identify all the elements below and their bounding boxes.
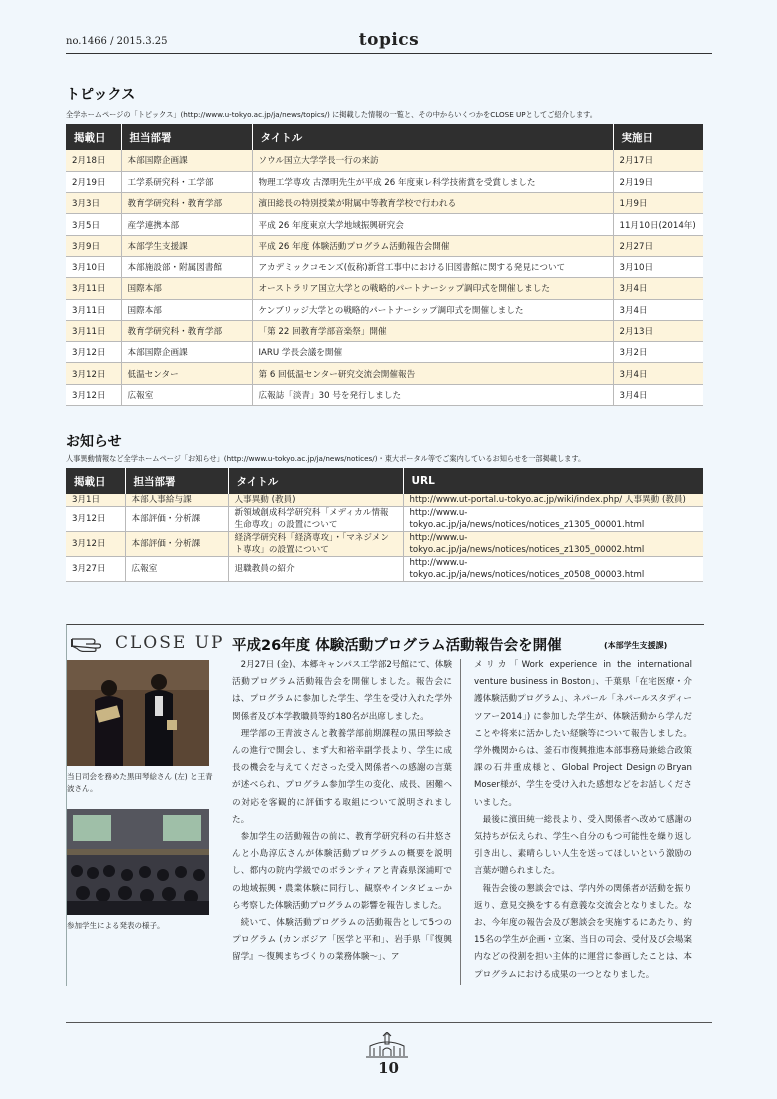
cell-held: 2月17日	[613, 150, 703, 171]
cell-dept: 本部学生支援課	[121, 235, 252, 256]
cell-dept: 本部評価・分析課	[125, 507, 228, 532]
article-column-2	[474, 657, 692, 984]
cell-date: 2月19日	[66, 171, 121, 192]
photo-presenters	[67, 660, 209, 766]
paragraph: 理学部の王青波さんと教養学部前期課程の黒田琴絵さんの進行で開会し、まず大和裕幸副学長より、学生に成長の機会を与えてくださった受入関係者への感謝の言葉が述べられ、プログラム参加学生の変化、成長、困難への対応を客観的に評価する取組について説明されました。	[232, 728, 452, 825]
cell-date: 3月9日	[66, 235, 121, 256]
cell-title: IARU 学長会議を開催	[252, 342, 613, 363]
cell-dept: 本部人事給与課	[125, 494, 228, 507]
paragraph: 2月27日 (金)、本郷キャンパス工学部2号館にて、体験活動プログラム活動報告会を開催しました。報告会には、プログラムに参加した学生、学生を受け入れた学外関係者及び本学教職員等約180名が出席しました。	[232, 660, 452, 722]
cell-held: 3月2日	[613, 342, 703, 363]
cell-date: 3月11日	[66, 320, 121, 341]
notices-heading: お知らせ	[66, 434, 122, 450]
cell-date: 3月1日	[66, 494, 125, 507]
cell-title: 物理工学専攻 古澤明先生が平成 26 年度東レ科学技術賞を受賞しました	[252, 171, 613, 192]
col-header-date: 掲載日	[66, 468, 125, 494]
cell-held: 2月19日	[613, 171, 703, 192]
cell-title: 濱田総長の特別授業が附属中等教育学校で行われる	[252, 193, 613, 214]
cell-url: http://www.u-tokyo.ac.jp/ja/news/notices/notices_z1305_00001.html	[403, 507, 703, 532]
cell-url: http://www.ut-portal.u-tokyo.ac.jp/wiki/index.php/ 人事異動 (教員)	[403, 494, 703, 507]
cell-dept: 本部評価・分析課	[125, 532, 228, 557]
table-row	[66, 278, 703, 299]
page-header	[66, 30, 712, 52]
col-header-title: タイトル	[228, 468, 403, 494]
cell-title: 平成 26 年度 体験活動プログラム活動報告会開催	[252, 235, 613, 256]
paragraph: 報告会後の懇談会では、学内外の関係者が活動を振り返り、意見交換をする有意義な交流会となりました。なお、今年度の報告会及び懇談会を実施するにあたり、約15名の学生が企画・立案、当日の司会、受付及び会場案内などの役割を担い主体的に運営に参画したことは、本プログラムにおける成果の一つとなりました。	[474, 883, 692, 980]
cell-dept: 国際本部	[121, 299, 252, 320]
issue-number: no.1466 / 2015.3.25	[66, 36, 168, 47]
table-row	[66, 214, 703, 235]
cell-dept: 低温センター	[121, 363, 252, 384]
cell-held: 1月9日	[613, 193, 703, 214]
cell-dept: 広報室	[125, 557, 228, 582]
cell-title: 退職教員の紹介	[228, 557, 403, 582]
cell-date: 3月12日	[66, 507, 125, 532]
paragraph: メリカ「Work experience in the international venture business in Boston」、千葉県「在宅医療・介護体験活動プログラム」、ネパール「ネパールスタディーツアー2014」) に参加した学生が、体験活動から学んだことや将来に活かしたい経験等について報告しました。学外機関からは、釜石市復興推進本部事務局兼総合政策課の石井重成様と、Global Project DesignのBryan Moser様が、学生を受け入れた感想などをお話しくださいました。	[474, 660, 692, 808]
col-header-url: URL	[403, 468, 703, 494]
notices-table	[66, 468, 703, 582]
table-row	[66, 557, 703, 582]
article-column-1	[232, 657, 452, 967]
page-number: 10	[378, 1059, 399, 1077]
article-title: 平成26年度 体験活動プログラム活動報告会を開催	[232, 638, 562, 654]
photo-presentation	[67, 809, 209, 915]
col-header-title: タイトル	[252, 124, 613, 150]
table-row	[66, 320, 703, 341]
cell-held: 3月4日	[613, 384, 703, 405]
cell-date: 3月3日	[66, 193, 121, 214]
section-title: topics	[358, 30, 420, 50]
cell-title: ソウル国立大学学長一行の来訪	[252, 150, 613, 171]
table-row	[66, 532, 703, 557]
table-row	[66, 342, 703, 363]
cell-title: ケンブリッジ大学との戦略的パートナーシップ調印式を開催しました	[252, 299, 613, 320]
table-row	[66, 193, 703, 214]
column-divider	[460, 659, 461, 985]
col-header-dept: 担当部署	[121, 124, 252, 150]
cell-title: 新領域創成科学研究科「メディカル情報生命専攻」の設置について	[228, 507, 403, 532]
cell-dept: 広報室	[121, 384, 252, 405]
cell-dept: 国際本部	[121, 278, 252, 299]
table-row	[66, 171, 703, 192]
table-row	[66, 150, 703, 171]
col-header-date: 掲載日	[66, 124, 121, 150]
cell-dept: 教育学研究科・教育学部	[121, 320, 252, 341]
photo-caption-1: 当日司会を務めた黒田琴絵さん (左) と王青波さん。	[67, 772, 213, 793]
pointing-hand-icon	[70, 634, 110, 652]
cell-held: 3月4日	[613, 299, 703, 320]
paragraph: 続いて、体験活動プログラムの活動報告として5つのプログラム (カンボジア「医学と平和」、岩手県「『復興留学』〜復興まちづくりの業務体験〜」、ア	[232, 918, 452, 963]
cell-date: 3月12日	[66, 342, 121, 363]
cell-held: 3月4日	[613, 278, 703, 299]
notices-intro: 人事異動情報など全学ホームページ「お知らせ」(http://www.u-tokyo.ac.jp/ja/news/notices/)・東大ポータル等でご案内しているお知らせを一部掲載します。	[66, 454, 586, 463]
cell-title: 平成 26 年度東京大学地域振興研究会	[252, 214, 613, 235]
cell-date: 3月11日	[66, 299, 121, 320]
cell-dept: 本部施設部・附属図書館	[121, 256, 252, 277]
topics-body	[66, 150, 703, 406]
table-row	[66, 256, 703, 277]
cell-date: 3月5日	[66, 214, 121, 235]
topics-header-row	[66, 124, 703, 150]
cell-dept: 教育学研究科・教育学部	[121, 193, 252, 214]
header-divider	[66, 53, 712, 54]
paragraph: 最後に濱田純一総長より、受入関係者へ改めて感謝の気持ちが伝えられ、学生へ自分のもつ可能性を繰り返し引き出し、素晴らしい人生を送ってほしいという激励の言葉が贈られました。	[474, 814, 692, 877]
cell-title: 経済学研究科「経済専攻」・「マネジメント専攻」の設置について	[228, 532, 403, 557]
cell-dept: 工学系研究科・工学部	[121, 171, 252, 192]
cell-dept: 産学連携本部	[121, 214, 252, 235]
closeup-label: CLOSE UP	[115, 633, 225, 653]
topics-heading: トピックス	[66, 87, 136, 103]
cell-date: 3月12日	[66, 532, 125, 557]
cell-date: 3月12日	[66, 363, 121, 384]
cell-date: 3月10日	[66, 256, 121, 277]
cell-dept: 本部国際企画課	[121, 342, 252, 363]
article-department: (本部学生支援課)	[604, 641, 668, 650]
paragraph: 参加学生の活動報告の前に、教育学研究科の石井悠さんと小島淳広さんが体験活動プログラムの概要を説明し、都内の院内学級でのボランティアと青森県深浦町での地域振興・農業体験に同行し、観察やインタビューから考察した体験活動プログラムの影響を報告しました。	[232, 832, 452, 911]
table-row	[66, 363, 703, 384]
cell-title: 第 6 回低温センター研究交流会開催報告	[252, 363, 613, 384]
cell-title: オーストラリア国立大学との戦略的パートナーシップ調印式を開催しました	[252, 278, 613, 299]
table-row	[66, 507, 703, 532]
topics-table	[66, 124, 703, 406]
cell-url: http://www.u-tokyo.ac.jp/ja/news/notices/notices_z1305_00002.html	[403, 532, 703, 557]
col-header-held: 実施日	[613, 124, 703, 150]
table-row	[66, 235, 703, 256]
cell-title: 人事異動 (教員)	[228, 494, 403, 507]
topics-intro: 全学ホームページの「トピックス」(http://www.u-tokyo.ac.jp/ja/news/topics/) に掲載した情報の一覧と、その中からいくつかをCLOSE UPとしてご紹介します。	[66, 110, 597, 119]
cell-date: 2月18日	[66, 150, 121, 171]
table-row	[66, 299, 703, 320]
cell-held: 2月27日	[613, 235, 703, 256]
yasuda-auditorium-icon	[366, 1032, 408, 1058]
cell-date: 3月27日	[66, 557, 125, 582]
col-header-dept: 担当部署	[125, 468, 228, 494]
cell-held: 3月4日	[613, 363, 703, 384]
cell-dept: 本部国際企画課	[121, 150, 252, 171]
notices-body	[66, 494, 703, 582]
notices-header-row	[66, 468, 703, 494]
cell-held: 11月10日(2014年)	[613, 214, 703, 235]
cell-title: 広報誌「淡青」30 号を発行しました	[252, 384, 613, 405]
cell-date: 3月11日	[66, 278, 121, 299]
cell-held: 3月10日	[613, 256, 703, 277]
table-row	[66, 384, 703, 405]
cell-held: 2月13日	[613, 320, 703, 341]
cell-date: 3月12日	[66, 384, 121, 405]
cell-title: 「第 22 回教育学部音楽祭」開催	[252, 320, 613, 341]
cell-url: http://www.u-tokyo.ac.jp/ja/news/notices/notices_z0508_00003.html	[403, 557, 703, 582]
table-row	[66, 494, 703, 507]
footer-divider	[66, 1022, 712, 1023]
photo-caption-2: 参加学生による発表の様子。	[67, 921, 165, 930]
cell-title: アカデミックコモンズ(仮称)新営工事中における旧図書館に関する発見について	[252, 256, 613, 277]
